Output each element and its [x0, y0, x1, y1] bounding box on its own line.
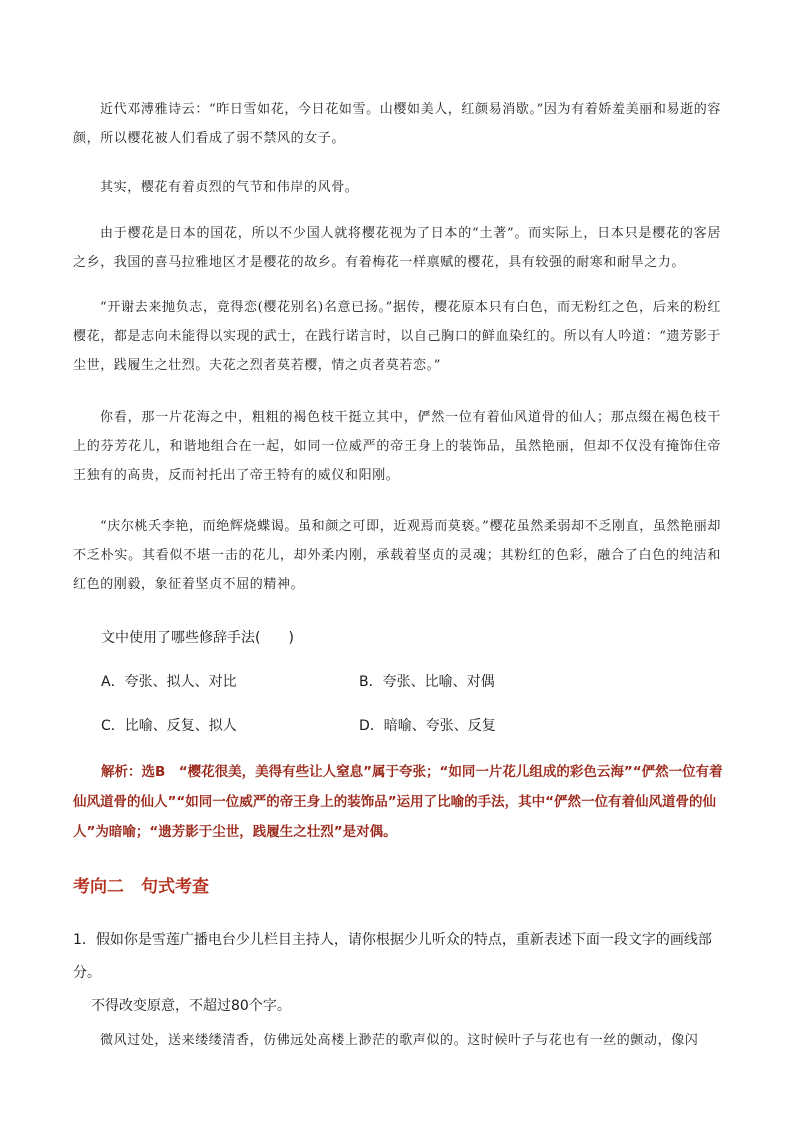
option-d: D．暗喻、夸张、反复 — [359, 718, 496, 734]
passage-paragraph-5: 你看，那一片花海之中，粗粗的褐色枝干挺立其中，俨然一位有着仙风道骨的仙人；那点缀在褐色枝干上的芬芳花儿，和谐地组合在一起，如同一位威严的帝王身上的装饰品，虽然艳丽，但却不仅没有掩饰住帝王独有的高贵，反而衬托出了帝王特有的威仪和阳刚。 — [73, 410, 721, 483]
passage-paragraph-1: 近代邓溥雅诗云：“昨日雪如花，今日花如雪。山樱如美人，红颜易消歇。”因为有着娇羞美丽和易逝的容颜，所以樱花被人们看成了弱不禁风的女子。 — [73, 102, 721, 146]
option-a: A．夸张、拟人、对比 — [101, 674, 237, 690]
analysis-text: 解析：选B “樱花很美，美得有些让人窒息”属于夸张；“如同一片花儿组成的彩色云海”“俨然一位有着仙风道骨的仙人”“如同一位威严的帝王身上的装饰品”运用了比喻的手法，其中“俨然一位有着仙风道骨的仙人”为暗喻；“遗芳影于尘世，践履生之壮烈”是对偶。 — [73, 764, 723, 840]
passage-paragraph-3: 由于樱花是日本的国花，所以不少国人就将樱花视为了日本的“土著”。而实际上，日本只是樱花的客居之乡，我国的喜马拉雅地区才是樱花的故乡。有着梅花一样禀赋的樱花，具有较强的耐寒和耐旱之力。 — [73, 226, 721, 270]
question-stem: 文中使用了哪些修辞手法( ) — [101, 630, 294, 646]
option-c: C．比喻、反复、拟人 — [101, 718, 237, 734]
passage-paragraph-2: 其实，樱花有着贞烈的气节和伟岸的风骨。 — [100, 180, 359, 195]
passage-paragraph-4: “开谢去来抛负志，竟得恋(樱花别名)名意已扬。”据传，樱花原本只有白色，而无粉红之色，后来的粉红樱花，都是志向未能得以实现的武士，在践行诺言时，以自己胸口的鲜血染红的。所以有人吟道：“遗芳影于尘世，践履生之壮烈。夫花之烈者莫若樱，情之贞者莫若恋。” — [73, 300, 721, 373]
task-passage-paragraph-1: 微风过处，送来缕缕清香，仿佛远处高楼上渺茫的歌声似的。这时候叶子与花也有一丝的颤动，像闪 — [100, 1033, 699, 1048]
passage-paragraph-6: “庆尔桃夭李艳，而绝辉烧蝶谒。虽和颜之可即，近观焉而莫亵。”樱花虽然柔弱却不乏刚直，虽然艳丽却不乏朴实。其看似不堪一击的花儿，却外柔内刚，承载着坚贞的灵魂；其粉红的色彩，融合了白色的纯洁和红色的刚毅，象征着坚贞不屈的精神。 — [73, 519, 721, 592]
task-line-1: 假如你是雪莲广播电台少儿栏目主持人，请你根据少儿听众的特点，重新表述下面一段文字的画线部分。 — [73, 932, 712, 981]
task-number: 1． — [73, 932, 96, 948]
section-title: 考向二 句式考查 — [73, 877, 209, 897]
option-b: B．夸张、比喻、对偶 — [359, 674, 495, 690]
task-prompt — [73, 924, 733, 1023]
task-line-2: 不得改变原意，不超过80个字。 — [91, 998, 291, 1014]
